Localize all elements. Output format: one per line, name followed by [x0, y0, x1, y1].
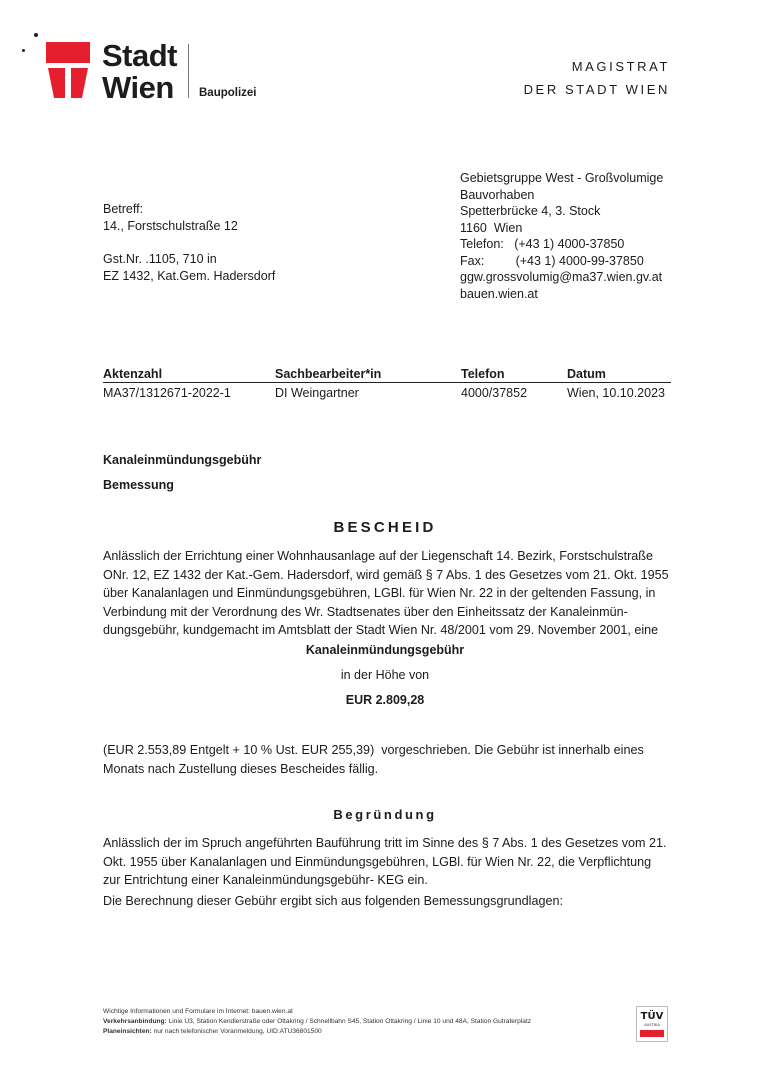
- reference-header-row: [103, 367, 671, 383]
- paragraph-line: dungsgebühr, kundgemacht im Amtsblatt der Stadt Wien Nr. 48/2001 vom 29. November 2001, eine: [103, 623, 659, 638]
- subject-block: [103, 201, 238, 234]
- footer-plan-inspection: [103, 1027, 531, 1037]
- logo-wordmark-wien: Wien: [102, 70, 174, 105]
- office-line: Gebietsgruppe West - Großvolumige: [460, 171, 664, 185]
- logo-wordmark-stadt: Stadt: [102, 38, 177, 73]
- footer-text: nur nach telefonischer Voranmeldung, UID:ATU36801500: [151, 1028, 322, 1035]
- office-email-link[interactable]: ggw.grossvolumig@ma37.wien.gv.at: [460, 270, 663, 284]
- paragraph-line: Anlässlich der im Spruch angeführten Bauführung tritt im Sinne des § 7 Abs. 1 des Gesetzes vom 21.: [103, 836, 667, 850]
- office-city: 1160 Wien: [460, 220, 523, 235]
- paragraph-line: Verbindung mit der Verordnung des Wr. Stadtsenates über den Einheitssatz der Kanaleinmün-: [103, 604, 628, 619]
- office-contact-block: [460, 170, 663, 302]
- parcel-number: Gst.Nr. .1105, 710 in: [103, 252, 217, 266]
- document-subject-subtitle: Bemessung: [103, 478, 174, 492]
- subject-address: 14., Forstschulstraße 12: [103, 218, 238, 233]
- paragraph-line: Anlässlich der Errichtung einer Wohnhausanlage auf der Liegenschaft 14. Bezirk, Forstschulstraße: [103, 549, 653, 563]
- case-officer: DI Weingartner: [275, 386, 359, 400]
- office-address: Spetterbrücke 4, 3. Stock: [460, 204, 601, 218]
- footer-info: [103, 1007, 531, 1037]
- footer-transport: [103, 1017, 531, 1027]
- footer-web-info: Wichtige Informationen und Formulare im Internet: bauen.wien.at: [103, 1008, 293, 1015]
- land-register: EZ 1432, Kat.Gem. Hadersdorf: [103, 268, 276, 283]
- scan-speck: [34, 33, 38, 37]
- subject-label: Betreff:: [103, 202, 144, 216]
- footer-text: Linie U3, Station Kendlerstraße oder Ottakring / Schnellbahn S45, Station Ottakring / Linie 10 und 48A, Station Gutraterplatz: [166, 1018, 532, 1025]
- paragraph-line: Okt. 1955 über Kanalanlagen und Einmündungsgebühren, LGBl. für Wien Nr. 22, die Verpflichtung: [103, 854, 652, 869]
- tuv-subtext: AUSTRIA: [644, 1023, 660, 1027]
- decision-paragraph: [103, 547, 678, 640]
- vienna-shield-logo-icon: [46, 42, 90, 98]
- office-line: Bauvorhaben: [460, 187, 535, 202]
- reasoning-heading: Begründung: [333, 807, 437, 822]
- paragraph-line: Monats nach Zustellung dieses Bescheides fällig.: [103, 761, 379, 776]
- paragraph-line: zur Entrichtung einer Kanaleinmündungsgebühr- KEG ein.: [103, 873, 428, 888]
- fee-amount: EUR 2.809,28: [345, 693, 425, 707]
- reference-header: Aktenzahl: [103, 367, 163, 381]
- footer-label: Planeinsichten:: [103, 1028, 152, 1035]
- office-phone: Telefon: (+43 1) 4000-37850: [460, 237, 625, 251]
- reasoning-paragraph: [103, 834, 678, 890]
- department-name: Baupolizei: [199, 87, 257, 99]
- case-number: MA37/1312671-2022-1: [103, 386, 231, 400]
- case-phone: 4000/37852: [461, 386, 528, 400]
- paragraph-line: über Kanalanlagen und Einmündungsgebühren, LGBl. für Wien Nr. 22 in der geltenden Fassung, in: [103, 586, 656, 601]
- authority-line: MAGISTRAT: [571, 59, 670, 74]
- scan-speck: [22, 49, 25, 52]
- paragraph-line: ONr. 12, EZ 1432 der Kat.-Gem. Hadersdorf, wird gemäß § 7 Abs. 1 des Gesetzes vom 21. Okt. 1955: [103, 567, 669, 582]
- reference-header: Telefon: [461, 367, 505, 381]
- footer-label: Verkehrsanbindung:: [103, 1018, 167, 1025]
- authority-line: DER STADT WIEN: [523, 82, 670, 97]
- logo-divider: [188, 44, 189, 98]
- calculation-intro: Die Berechnung dieser Gebühr ergibt sich aus folgenden Bemessungsgrundlagen:: [103, 894, 563, 908]
- payment-paragraph: [103, 741, 678, 778]
- tuv-text: TÜV: [640, 1011, 664, 1022]
- reference-header: Sachbearbeiter*in: [275, 367, 382, 381]
- tuv-certification-icon: [636, 1006, 668, 1042]
- fee-title: Kanaleinmündungsgebühr: [305, 643, 465, 657]
- paragraph-line: (EUR 2.553,89 Entgelt + 10 % Ust. EUR 255,39) vorgeschrieben. Die Gebühr ist innerhalb eines: [103, 743, 644, 757]
- parcel-block: [103, 251, 275, 284]
- reference-value-row: [103, 383, 671, 400]
- amount-intro: in der Höhe von: [340, 668, 430, 682]
- reference-table: [103, 367, 671, 400]
- office-fax: Fax: (+43 1) 4000-99-37850: [460, 253, 644, 268]
- authority-name: [524, 55, 670, 101]
- reference-header: Datum: [567, 367, 606, 381]
- office-website-link[interactable]: bauen.wien.at: [460, 286, 538, 301]
- decision-heading: BESCHEID: [333, 519, 437, 536]
- document-subject-title: Kanaleinmündungsgebühr: [103, 453, 262, 467]
- case-date: Wien, 10.10.2023: [567, 386, 665, 400]
